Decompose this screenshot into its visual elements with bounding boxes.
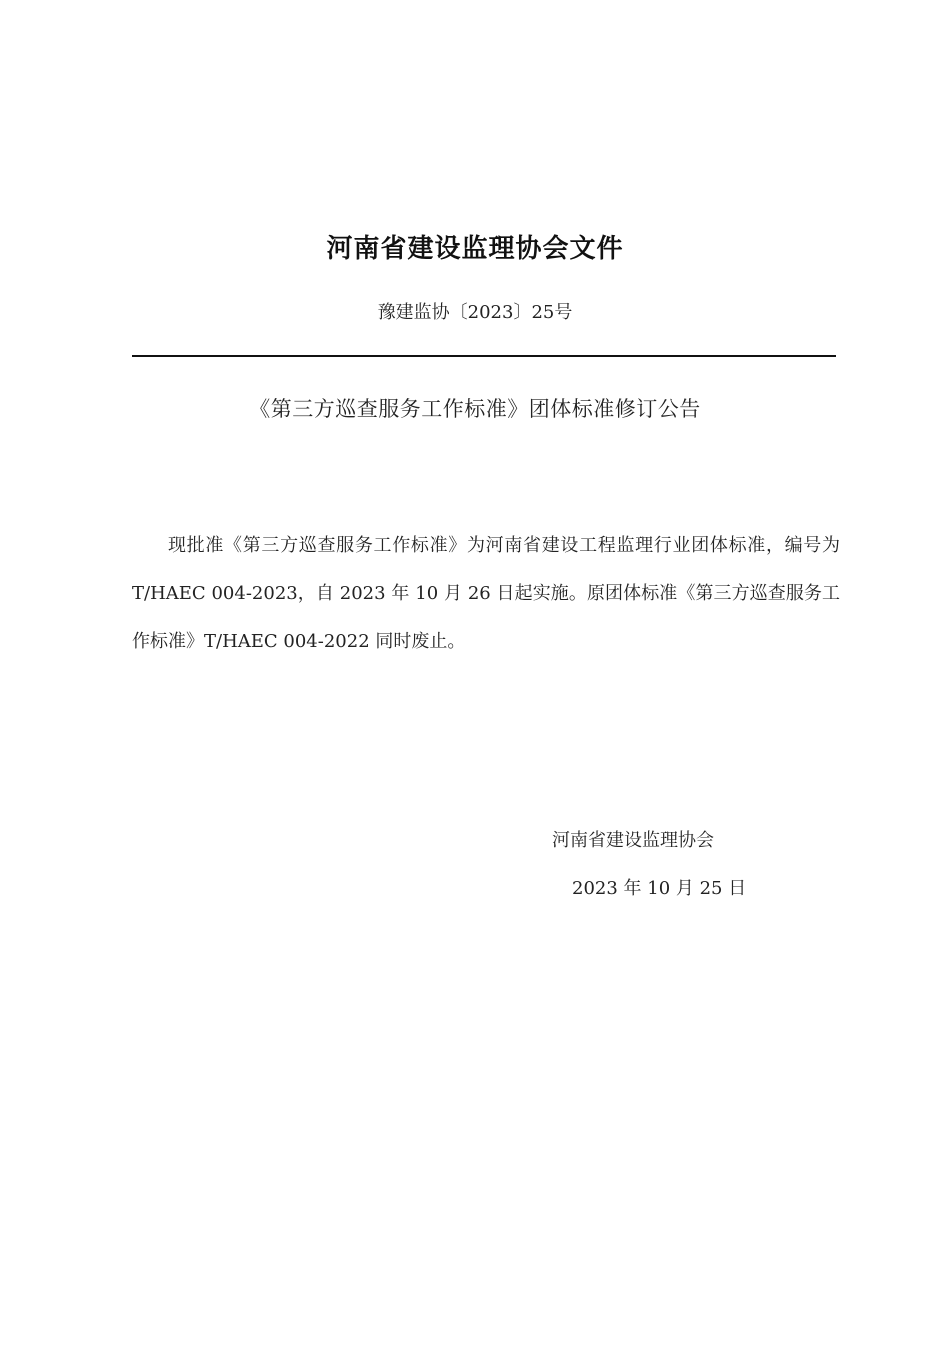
notice-title: 《第三方巡查服务工作标准》团体标准修订公告 [249,397,701,421]
document-header-title: 河南省建设监理协会文件 [326,234,624,264]
document-number: 豫建监协〔2023〕25号 [377,302,573,323]
signature-date: 2023 年 10 月 25 日 [572,878,747,899]
signature-organization: 河南省建设监理协会 [552,830,714,851]
notice-body-paragraph: 现批准《第三方巡查服务工作标准》为河南省建设工程监理行业团体标准，编号为 T/HAEC 004-2023，自 2023 年 10 月 26 日起实施。原团体标准《第三方巡查服务工作标准》T/HAEC 004-2022 同时废止。 [132,535,840,652]
header-separator-line [132,355,836,357]
